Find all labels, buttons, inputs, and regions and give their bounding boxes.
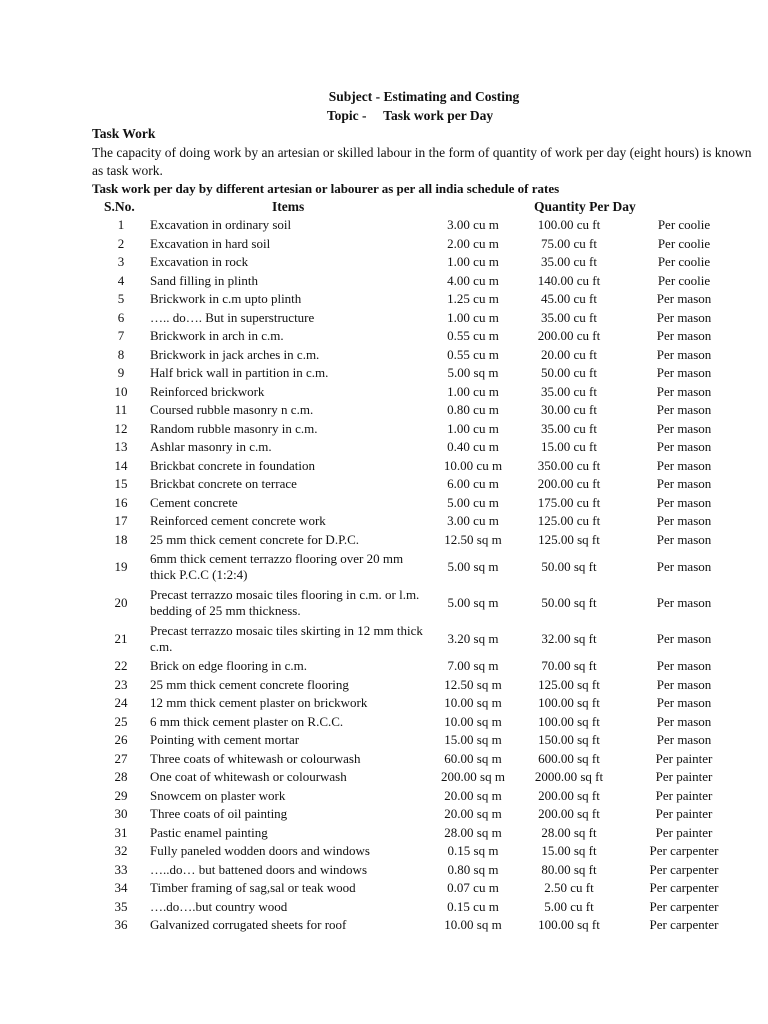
row-quantity-imperial: 5.00 cu ft [544,898,594,914]
row-item: Sand filling in plinth [150,272,258,288]
row-quantity-metric: 5.00 sq m [447,559,499,574]
row-per-worker: Per mason [656,559,712,574]
row-sno: 34 [114,880,128,896]
row-per-worker: Per mason [656,420,712,436]
table-row [92,401,744,420]
row-per-worker: Per mason [656,291,712,307]
table-row [92,272,744,291]
row-sno: 16 [114,494,128,510]
row-quantity-metric: 28.00 sq m [444,824,502,840]
row-item: Ashlar masonry in c.m. [150,439,272,455]
row-quantity-metric: 4.00 cu m [447,272,499,288]
row-item: ….do….but country wood [150,898,288,914]
row-quantity-metric: 5.00 cu m [447,494,499,510]
row-quantity-metric: 0.55 cu m [447,328,499,344]
intro-paragraph: The capacity of doing work by an artesian or skilled labour in the form of quantity of work per day (eight hours) is known as task work. [92,145,752,178]
row-sno: 23 [114,676,128,692]
row-per-worker: Per mason [656,658,712,674]
row-per-worker: Per mason [656,631,712,646]
table-row [92,346,744,365]
row-per-worker: Per mason [656,476,712,492]
row-per-worker: Per coolie [657,254,711,270]
row-per-worker: Per mason [656,531,712,547]
row-sno: 17 [114,513,128,529]
table-row [92,768,744,787]
row-quantity-imperial: 150.00 sq ft [538,732,600,748]
table-row [92,383,744,402]
table-row [92,879,744,898]
row-quantity-metric: 0.15 sq m [447,843,499,859]
row-quantity-metric: 1.00 cu m [447,254,499,270]
row-item: Brickwork in jack arches in c.m. [150,346,320,362]
row-sno: 10 [114,383,128,399]
row-quantity-metric: 1.00 cu m [447,309,499,325]
row-quantity-metric: 2.00 cu m [447,235,499,251]
row-quantity-metric: 10.00 sq m [444,713,502,729]
table-row [92,420,744,439]
row-item: Snowcem on plaster work [150,787,286,803]
row-quantity-imperial: 20.00 cu ft [541,346,597,362]
row-sno: 36 [114,917,128,933]
row-sno: 20 [114,595,128,610]
row-quantity-metric: 12.50 sq m [444,531,502,547]
row-sno: 27 [114,750,128,766]
row-item: Galvanized corrugated sheets for roof [150,917,347,933]
table-row [92,475,744,494]
row-quantity-imperial: 70.00 sq ft [541,658,597,674]
row-per-worker: Per painter [655,806,713,822]
row-quantity-imperial: 80.00 sq ft [541,861,597,877]
table-row [92,676,744,695]
row-sno: 2 [117,235,125,251]
row-item: Reinforced cement concrete work [150,513,326,529]
table-row [92,494,744,513]
row-per-worker: Per mason [656,402,712,418]
row-item: ….. do…. But in superstructure [150,309,315,325]
row-sno: 1 [117,217,125,233]
row-quantity-imperial: 200.00 sq ft [538,806,600,822]
row-item: Half brick wall in partition in c.m. [150,365,329,381]
row-sno: 9 [117,365,125,381]
row-quantity-imperial: 350.00 cu ft [537,457,601,473]
row-quantity-metric: 60.00 sq m [444,750,502,766]
row-sno: 13 [114,439,128,455]
row-item: Precast terrazzo mosaic tiles skirting in 12 mm thick c.m. [150,623,423,654]
row-quantity-imperial: 200.00 sq ft [538,787,600,803]
row-item: 25 mm thick cement concrete for D.P.C. [150,531,360,547]
row-per-worker: Per mason [656,595,712,610]
row-quantity-metric: 3.00 cu m [447,513,499,529]
table-row [92,309,744,328]
table-row [92,457,744,476]
row-item: Brick on edge flooring in c.m. [150,658,308,674]
row-per-worker: Per mason [656,346,712,362]
row-quantity-imperial: 35.00 cu ft [541,254,597,270]
row-per-worker: Per mason [656,494,712,510]
table-row [92,621,744,657]
row-quantity-metric: 1.00 cu m [447,420,499,436]
row-quantity-imperial: 100.00 sq ft [538,917,600,933]
row-quantity-metric: 0.80 sq m [447,861,499,877]
row-quantity-imperial: 100.00 cu ft [537,217,601,233]
row-quantity-imperial: 2.50 cu ft [544,880,594,896]
row-per-worker: Per mason [656,695,712,711]
table-row [92,787,744,806]
row-quantity-metric: 0.07 cu m [447,880,499,896]
row-item: Excavation in ordinary soil [150,217,292,233]
table-row [92,842,744,861]
row-per-worker: Per carpenter [649,917,719,933]
row-per-worker: Per mason [656,713,712,729]
table-row [92,364,744,383]
row-per-worker: Per painter [655,824,713,840]
row-sno: 24 [114,695,128,711]
row-item: Reinforced brickwork [150,383,265,399]
row-item: Pastic enamel painting [150,824,268,840]
row-sno: 32 [114,843,128,859]
row-item: Three coats of whitewash or colourwash [150,750,361,766]
row-quantity-imperial: 15.00 cu ft [541,439,597,455]
table-row [92,824,744,843]
row-item: Coursed rubble masonry n c.m. [150,402,314,418]
row-item: Three coats of oil painting [150,806,288,822]
row-sno: 33 [114,861,128,877]
table-row [92,253,744,272]
column-header-quantity: Quantity Per Day [534,199,636,214]
table-row [92,585,744,621]
row-quantity-metric: 0.15 cu m [447,898,499,914]
row-per-worker: Per painter [655,787,713,803]
table-row [92,750,744,769]
row-item: Cement concrete [150,494,238,510]
row-quantity-metric: 1.25 cu m [447,291,499,307]
row-quantity-imperial: 125.00 cu ft [537,513,601,529]
row-per-worker: Per carpenter [649,898,719,914]
column-header-sno: S.No. [104,199,135,214]
section-heading: Task Work [92,126,156,141]
row-quantity-imperial: 200.00 cu ft [537,476,601,492]
table-row [92,531,744,550]
row-sno: 12 [114,420,128,436]
table-row [92,512,744,531]
table-row [92,216,744,235]
row-sno: 28 [114,769,128,785]
row-quantity-imperial: 30.00 cu ft [541,402,597,418]
row-quantity-imperial: 50.00 sq ft [541,559,597,574]
row-item: 6mm thick cement terrazzo flooring over 20 mm thick P.C.C (1:2:4) [150,551,404,582]
row-sno: 21 [114,631,128,646]
row-quantity-metric: 20.00 sq m [444,806,502,822]
row-item: One coat of whitewash or colourwash [150,769,347,785]
table-row [92,657,744,676]
row-sno: 7 [117,328,125,344]
row-per-worker: Per mason [656,513,712,529]
row-sno: 30 [114,806,128,822]
table-heading: Task work per day by different artesian or labourer as per all india schedule of rates [92,181,560,196]
row-sno: 26 [114,732,128,748]
row-sno: 3 [117,254,125,270]
row-quantity-imperial: 32.00 sq ft [541,631,597,646]
row-per-worker: Per painter [655,769,713,785]
row-quantity-imperial: 140.00 cu ft [537,272,601,288]
row-quantity-metric: 10.00 sq m [444,695,502,711]
row-quantity-imperial: 35.00 cu ft [541,383,597,399]
row-sno: 22 [114,658,128,674]
row-quantity-metric: 10.00 sq m [444,917,502,933]
row-per-worker: Per mason [656,328,712,344]
table-row [92,549,744,585]
row-per-worker: Per painter [655,750,713,766]
table-row [92,898,744,917]
row-quantity-metric: 0.40 cu m [447,439,499,455]
row-quantity-metric: 3.20 sq m [447,631,499,646]
row-quantity-metric: 0.80 cu m [447,402,499,418]
row-sno: 18 [114,531,128,547]
row-item: Excavation in hard soil [150,235,271,251]
row-per-worker: Per mason [656,457,712,473]
row-sno: 11 [114,402,128,418]
row-item: Fully paneled wodden doors and windows [150,843,370,859]
table-row [92,713,744,732]
row-quantity-imperial: 125.00 sq ft [538,676,600,692]
row-sno: 25 [114,713,128,729]
table-row [92,916,744,935]
table-row [92,235,744,254]
row-quantity-imperial: 100.00 sq ft [538,713,600,729]
task-work-table [92,216,744,935]
row-per-worker: Per mason [656,676,712,692]
column-header-items: Items [272,199,305,214]
row-item: Timber framing of sag,sal or teak wood [150,880,356,896]
row-sno: 19 [114,559,128,574]
row-quantity-metric: 12.50 sq m [444,676,502,692]
row-quantity-imperial: 175.00 cu ft [537,494,601,510]
row-item: Excavation in rock [150,254,249,270]
row-sno: 5 [117,291,125,307]
row-per-worker: Per coolie [657,217,711,233]
row-item: Brickbat concrete in foundation [150,457,315,473]
row-per-worker: Per carpenter [649,843,719,859]
row-item: 25 mm thick cement concrete flooring [150,676,349,692]
row-sno: 4 [117,272,125,288]
row-per-worker: Per mason [656,365,712,381]
row-quantity-metric: 6.00 cu m [447,476,499,492]
row-quantity-imperial: 45.00 cu ft [541,291,597,307]
table-row [92,290,744,309]
row-quantity-metric: 0.55 cu m [447,346,499,362]
table-row [92,731,744,750]
topic-title: Topic - Task work per Day [326,108,494,123]
row-quantity-imperial: 15.00 sq ft [541,843,597,859]
row-quantity-metric: 5.00 sq m [447,595,499,610]
row-quantity-metric: 5.00 sq m [447,365,499,381]
row-item: 6 mm thick cement plaster on R.C.C. [150,713,344,729]
row-sno: 35 [114,898,128,914]
row-quantity-metric: 200.00 sq m [441,769,505,785]
row-quantity-metric: 3.00 cu m [447,217,499,233]
row-per-worker: Per carpenter [649,880,719,896]
row-quantity-imperial: 35.00 cu ft [541,420,597,436]
row-per-worker: Per mason [656,383,712,399]
row-sno: 15 [114,476,128,492]
table-row [92,694,744,713]
row-sno: 29 [114,787,128,803]
row-quantity-imperial: 75.00 cu ft [541,235,597,251]
table-row [92,438,744,457]
row-quantity-imperial: 600.00 sq ft [538,750,600,766]
row-item: Brickbat concrete on terrace [150,476,297,492]
row-quantity-imperial: 2000.00 sq ft [534,769,604,785]
row-per-worker: Per carpenter [649,861,719,877]
row-sno: 8 [117,346,125,362]
row-quantity-imperial: 125.00 sq ft [538,531,600,547]
table-body [92,216,744,935]
table-row [92,861,744,880]
row-item: Pointing with cement mortar [150,732,300,748]
row-quantity-metric: 1.00 cu m [447,383,499,399]
row-item: 12 mm thick cement plaster on brickwork [150,695,368,711]
row-item: Precast terrazzo mosaic tiles flooring in c.m. or l.m. bedding of 25 mm thickness. [150,587,420,618]
row-quantity-imperial: 100.00 sq ft [538,695,600,711]
row-per-worker: Per mason [656,309,712,325]
row-per-worker: Per coolie [657,235,711,251]
subject-title: Subject - Estimating and Costing [328,89,520,104]
row-per-worker: Per coolie [657,272,711,288]
row-item: Brickwork in c.m upto plinth [150,291,302,307]
row-sno: 14 [114,457,128,473]
row-quantity-imperial: 50.00 sq ft [541,595,597,610]
row-quantity-metric: 7.00 sq m [447,658,499,674]
row-quantity-imperial: 35.00 cu ft [541,309,597,325]
row-item: Brickwork in arch in c.m. [150,328,284,344]
row-quantity-imperial: 200.00 cu ft [537,328,601,344]
row-sno: 6 [117,309,125,325]
row-quantity-imperial: 50.00 cu ft [541,365,597,381]
row-item: Random rubble masonry in c.m. [150,420,318,436]
row-quantity-metric: 15.00 sq m [444,732,502,748]
table-row [92,327,744,346]
row-item: …..do… but battened doors and windows [150,861,368,877]
row-per-worker: Per mason [656,732,712,748]
row-sno: 31 [114,824,128,840]
row-quantity-metric: 20.00 sq m [444,787,502,803]
row-per-worker: Per mason [656,439,712,455]
row-quantity-metric: 10.00 cu m [443,457,503,473]
table-row [92,805,744,824]
row-quantity-imperial: 28.00 sq ft [541,824,597,840]
